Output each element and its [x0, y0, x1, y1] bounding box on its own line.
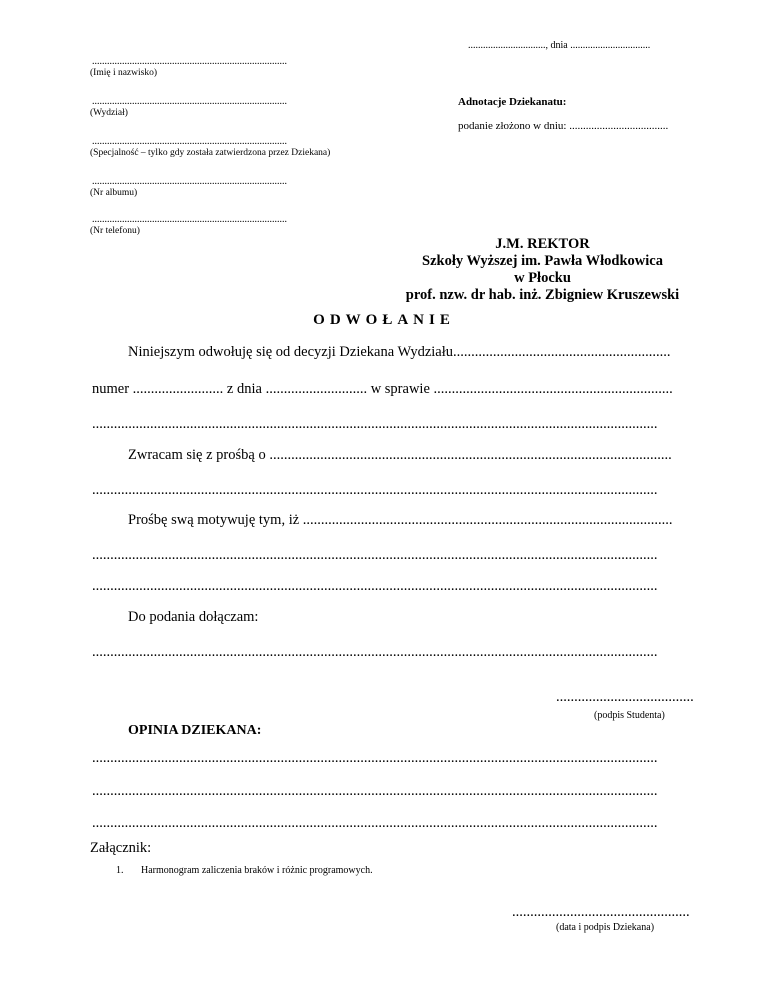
phone-field-line: .............................................................................. [92, 214, 287, 225]
dean-opinion-line-1: ............................................................................................................................................................ [92, 750, 658, 766]
body-line-6: Prośbę swą motywuję tym, iż ...................................................................................................... [128, 512, 673, 528]
dean-signature-label: (data i podpis Dziekana) [556, 922, 655, 933]
body-line-9: Do podania dołączam: [128, 609, 259, 625]
specialty-field-label: (Specjalność – tylko gdy została zatwierdzona przez Dziekana) [90, 148, 331, 158]
dean-opinion-title: OPINIA DZIEKANA: [128, 723, 262, 738]
specialty-field-line: .............................................................................. [92, 136, 287, 147]
body-line-7: ............................................................................................................................................................ [92, 547, 658, 563]
attachment-item-text: Harmonogram zaliczenia braków i różnic programowych. [141, 865, 373, 876]
deanery-title: Adnotacje Dziekanatu: [458, 96, 567, 108]
name-field-label: (Imię i nazwisko) [90, 68, 158, 78]
attachment-item-number: 1. [116, 865, 124, 876]
album-field-line: .............................................................................. [92, 176, 287, 187]
student-signature-line: ...................................... [556, 689, 694, 705]
addressee-block [370, 236, 715, 304]
student-signature-label: (podpis Studenta) [594, 710, 665, 721]
deanery-submitted: podanie złożono w dniu: .................................... [458, 120, 669, 132]
dean-opinion-line-2: ............................................................................................................................................................ [92, 783, 658, 799]
addressee-line-2: Szkoły Wyższej im. Pawła Włodkowica [422, 253, 663, 269]
faculty-field-line: .............................................................................. [92, 96, 287, 107]
body-line-2: numer ......................... z dnia ............................ w sprawie .................................................................. [92, 381, 673, 397]
phone-field-label: (Nr telefonu) [90, 226, 140, 236]
body-line-4: Zwracam się z prośbą o ............................................................................................................... [128, 447, 672, 463]
album-field-label: (Nr albumu) [90, 188, 138, 198]
faculty-field-label: (Wydział) [90, 108, 128, 118]
body-line-5: ............................................................................................................................................................ [92, 482, 658, 498]
place-date-line: ..............................., dnia ................................ [468, 40, 651, 51]
name-field-line: .............................................................................. [92, 56, 287, 67]
body-line-1: Niniejszym odwołuję się od decyzji Dziekana Wydziału............................................................ [128, 344, 671, 360]
body-line-3: ............................................................................................................................................................ [92, 416, 658, 432]
body-line-8: ............................................................................................................................................................ [92, 578, 658, 594]
dean-opinion-line-3: ............................................................................................................................................................ [92, 815, 658, 831]
body-line-10: ............................................................................................................................................................ [92, 644, 658, 660]
document-title: ODWOŁANIE [313, 312, 455, 328]
addressee-line-3: w Płocku [514, 270, 571, 286]
addressee-line-4: prof. nzw. dr hab. inż. Zbigniew Kruszewski [405, 287, 680, 303]
addressee-line-1: J.M. REKTOR [495, 236, 590, 252]
dean-signature-line: ................................................. [512, 904, 690, 920]
attachments-title: Załącznik: [90, 840, 152, 856]
